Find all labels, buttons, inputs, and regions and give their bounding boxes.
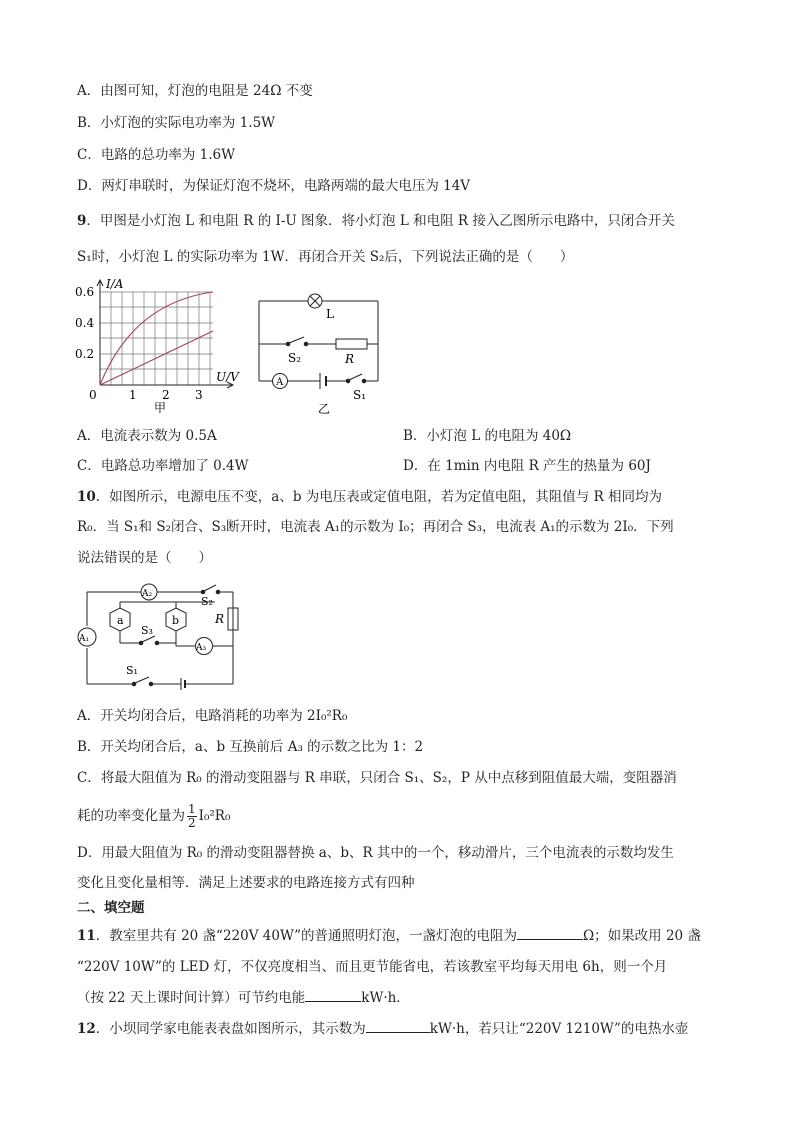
q11-line1 <box>77 925 701 946</box>
b-label: b <box>172 614 180 627</box>
graph-xtick-2: 2 <box>162 388 170 402</box>
resistor-label: R <box>345 352 355 366</box>
q10-option-b: B．开关均闭合后，a、b 互换前后 A₃ 的示数之比为 1：2 <box>77 739 424 755</box>
q10-option-c-line1: C．将最大阻值为 R₀ 的滑动变阻器与 R 串联，只闭合 S₁、S₂，P 从中点移到阻值最大端，变阻器消 <box>77 770 677 786</box>
graph-ytick-06: 0.6 <box>75 285 95 299</box>
q12-number: 12 <box>77 1021 96 1037</box>
q9-option-c: C．电路总功率增加了 0.4W <box>77 458 249 474</box>
graph-ylabel: I/A <box>106 277 124 291</box>
resistor-line <box>100 331 213 385</box>
s1-label: S₁ <box>126 664 138 677</box>
ammeter-label: A <box>276 377 284 388</box>
q10-stem-text: ．如图所示，电源电压不变，a、b 为电压表或定值电阻，若为定值电阻，其阻值与 R 相同均为 <box>95 489 663 505</box>
q10-stem-line3: 说法错误的是（ ） <box>77 550 212 566</box>
q10-option-c-line2 <box>77 803 230 830</box>
s2-label: S₂ <box>201 595 213 608</box>
a3-label: A₃ <box>196 643 207 653</box>
q11-line3 <box>77 987 410 1008</box>
q11-text-c: （按 22 天上课时间计算）可节约电能 <box>77 990 306 1006</box>
q9-stem-text: ．甲图是小灯泡 L 和电阻 R 的 I-U 图象．将小灯泡 L 和电阻 R 接入乙图所示电路中，只闭合开关 <box>86 213 675 229</box>
q11-text-d: kW·h． <box>361 990 410 1006</box>
graph-xtick-1: 1 <box>129 388 137 402</box>
a-label: a <box>117 614 124 627</box>
q10-option-d-line1: D．用最大阻值为 R₀ 的滑动变阻器替换 a、b、R 其中的一个，移动滑片，三个电流表的示数均发生 <box>77 845 674 861</box>
q11-text-b: Ω；如果改用 20 盏 <box>582 928 701 944</box>
q10-option-d-line2: 变化且变化量相等．满足上述要求的电路连接方式有四种 <box>77 875 415 891</box>
q11-text-a: ．教室里共有 20 盏“220V 40W”的普通照明灯泡，一盏灯泡的电阻为 <box>95 928 517 944</box>
q9-stem-line1 <box>77 211 675 231</box>
switch1-label: S₁ <box>353 388 367 402</box>
answer-blank[interactable] <box>517 925 583 940</box>
q9-option-a: A．电流表示数为 0.5A <box>77 428 217 444</box>
switch-s2-icon <box>204 585 216 591</box>
q9-stem-line2: S₁时，小灯泡 L 的实际功率为 1W．再闭合开关 S₂后，下列说法正确的是（ ） <box>77 249 574 265</box>
q9-number: 9 <box>77 213 87 229</box>
resistor-r-icon <box>336 339 367 349</box>
fraction-numerator: 1 <box>188 802 196 816</box>
fraction-denominator: 2 <box>188 816 196 830</box>
q11-line2: “220V 10W”的 LED 灯，不仅亮度相当、而且更节能省电，若该教室平均每天用电 6h，则一个月 <box>77 959 668 975</box>
switch2-label: S₂ <box>288 351 302 365</box>
s3-label: S₃ <box>141 624 153 637</box>
q10-stem-line1 <box>77 487 662 507</box>
lamp-label: L <box>326 307 334 321</box>
graph-caption: 甲 <box>154 401 167 415</box>
q9-option-d: D．在 1min 内电阻 R 产生的热量为 60J <box>403 458 651 474</box>
q12-line1 <box>77 1018 688 1039</box>
graph-origin: 0 <box>89 388 97 402</box>
section-heading: 二、填空题 <box>77 900 145 916</box>
q9-option-b: B．小灯泡 L 的电阻为 40Ω <box>403 428 572 444</box>
graph-xlabel: U/V <box>216 370 239 384</box>
q10-number: 10 <box>77 489 96 505</box>
q11-number: 11 <box>77 928 96 944</box>
q10-c-formula: I₀²R₀ <box>198 808 231 824</box>
fraction <box>187 803 197 830</box>
q8-option-d: D．两灯串联时，为保证灯泡不烧坏，电路两端的最大电压为 14V <box>77 178 471 194</box>
q9-circuit <box>250 285 400 420</box>
graph-xtick-3: 3 <box>195 388 203 402</box>
q8-option-b: B．小灯泡的实际电功率为 1.5W <box>77 115 276 131</box>
graph-ytick-04: 0.4 <box>75 316 95 330</box>
q8-option-c: C．电路的总功率为 1.6W <box>77 147 235 163</box>
graph-ytick-02: 0.2 <box>75 347 95 361</box>
answer-blank[interactable] <box>366 1018 430 1033</box>
q12-text-a: ．小坝同学家电能表表盘如图所示，其示数为 <box>95 1021 366 1037</box>
answer-blank[interactable] <box>305 987 361 1002</box>
q10-option-a: A．开关均闭合后，电路消耗的功率为 2I₀²R₀ <box>77 708 348 724</box>
switch-s2-icon <box>289 337 304 343</box>
q8-option-a: A．由图可知，灯泡的电阻是 24Ω 不变 <box>77 83 313 99</box>
switch-s1-icon <box>349 374 362 380</box>
r-label: R <box>215 612 225 626</box>
a1-label: A₁ <box>79 634 90 644</box>
q10-circuit <box>75 578 245 696</box>
a2-label: A₂ <box>142 589 153 599</box>
q12-text-b: kW·h，若只让“220V 1210W”的电热水壶 <box>429 1021 689 1037</box>
switch-s1-icon <box>135 677 149 683</box>
q9-iu-graph <box>70 275 240 415</box>
circuit-caption: 乙 <box>318 402 331 416</box>
q10-stem-line2: R₀．当 S₁和 S₂闭合、S₃断开时，电流表 A₁的示数为 I₀；再闭合 S₃，电流表 A₁的示数为 2I₀．下列 <box>77 519 674 535</box>
q10-c-text: 耗的功率变化量为 <box>77 808 185 824</box>
